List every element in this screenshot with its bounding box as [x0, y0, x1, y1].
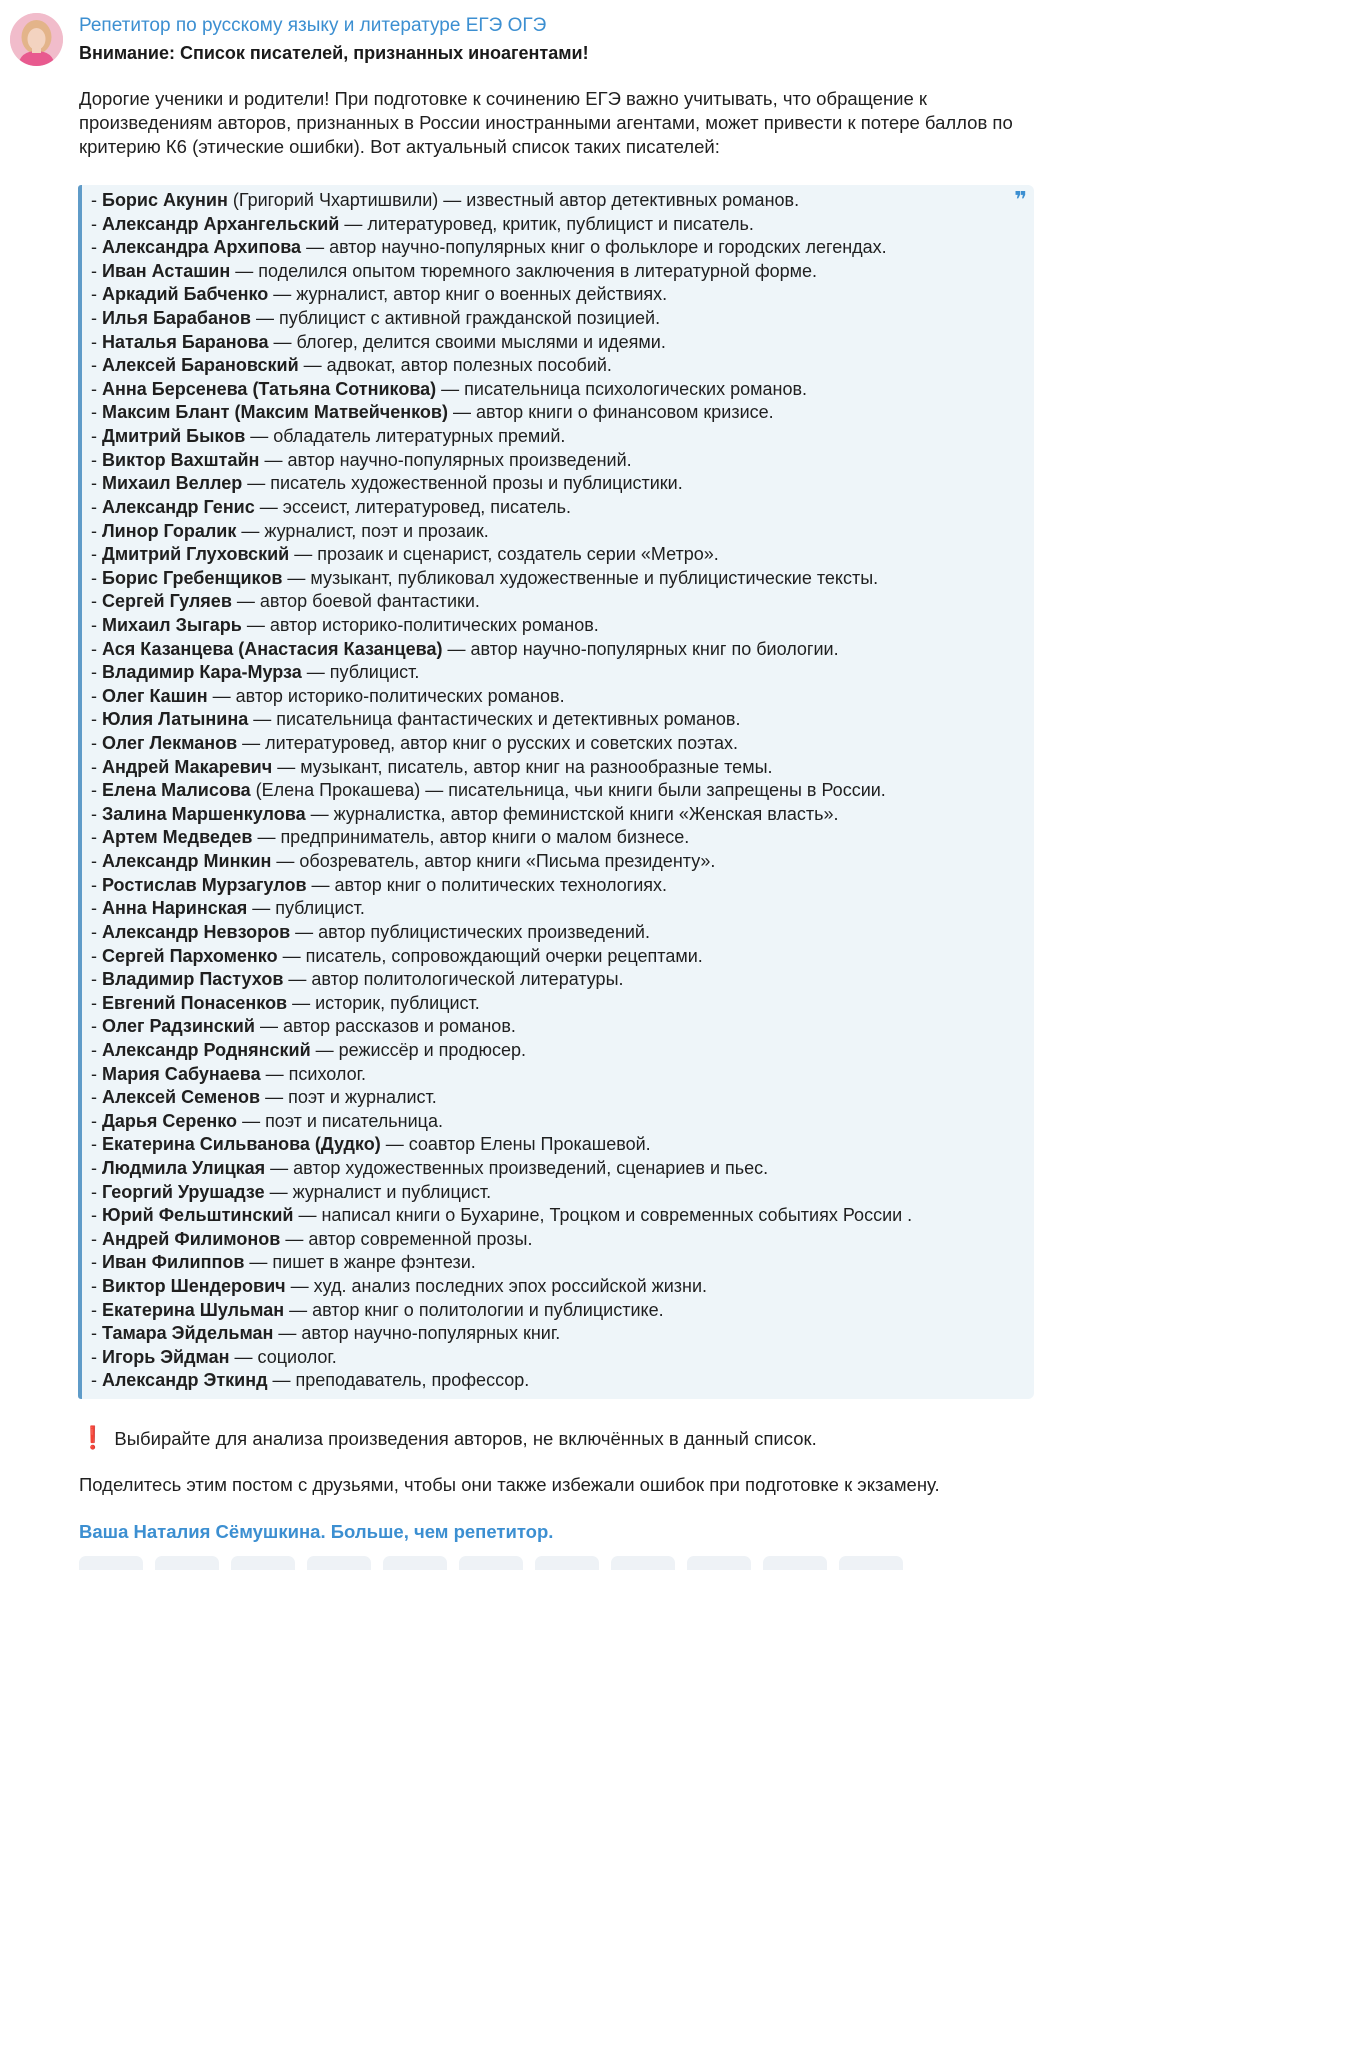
writer-list-item: [91, 685, 1034, 709]
writer-list-item: [91, 874, 1034, 898]
post-headline: Внимание: Список писателей, признанных иноагентами!: [79, 43, 589, 63]
writer-list-item: [91, 921, 1034, 945]
list-bullet: -: [91, 213, 102, 234]
writer-name: Борис Гребенщиков: [102, 567, 283, 588]
writer-list-item: [91, 425, 1034, 449]
writer-description: — автор рассказов и романов.: [254, 1016, 516, 1037]
writer-name: Линор Горалик: [102, 520, 237, 541]
list-bullet: -: [91, 378, 102, 399]
post-intro: Дорогие ученики и родители! При подготовке к сочинению ЕГЭ важно учитывать, что обращение к произведениям авторов, признанных в России иностранными агентами, может привести к потере баллов по критерию К6 (этические ошибки). Вот актуальный список таких писателей:: [79, 88, 1013, 157]
exclamation-icon: ❗: [79, 1425, 107, 1450]
writer-name: Екатерина Шульман: [102, 1299, 285, 1320]
writer-name: Илья Барабанов: [102, 308, 251, 329]
list-bullet: -: [91, 449, 102, 470]
writer-list-item: [91, 567, 1034, 591]
writer-description: — журналист и публицист.: [264, 1181, 492, 1202]
list-bullet: -: [91, 1063, 102, 1084]
writer-name: Елена Малисова: [102, 780, 251, 801]
list-bullet: -: [91, 709, 102, 730]
list-bullet: -: [91, 237, 102, 258]
writer-name: Юлия Латынина: [102, 709, 249, 730]
writer-name: Александр Эткинд: [102, 1370, 268, 1391]
writer-name: Александр Архангельский: [102, 213, 340, 234]
writer-name: Александр Генис: [102, 496, 255, 517]
list-bullet: -: [91, 260, 102, 281]
writer-name: Артем Медведев: [102, 827, 253, 848]
writer-description: — автор научно-популярных книг.: [273, 1323, 561, 1344]
list-bullet: -: [91, 756, 102, 777]
writer-description: — публицист.: [247, 898, 365, 919]
writer-description: — писатель, сопровождающий очерки рецептами.: [277, 945, 703, 966]
writer-list-item: [91, 897, 1034, 921]
writer-description: — публицист.: [301, 662, 420, 683]
list-bullet: -: [91, 1276, 102, 1297]
writer-description: — автор политологической литературы.: [283, 969, 624, 990]
reaction-button[interactable]: [687, 1556, 751, 1570]
writer-description: — психолог.: [260, 1063, 366, 1084]
writer-list-item: [91, 307, 1034, 331]
writer-name: Людмила Улицкая: [102, 1157, 266, 1178]
writer-list-item: [91, 1346, 1034, 1370]
writer-name: Александр Минкин: [102, 851, 272, 872]
writer-name: Борис Акунин: [102, 190, 228, 210]
list-bullet: -: [91, 308, 102, 329]
list-bullet: -: [91, 1370, 102, 1391]
writer-name: Михаил Веллер: [102, 473, 243, 494]
list-bullet: -: [91, 685, 102, 706]
writer-list-item: [91, 992, 1034, 1016]
writer-description: — писатель художественной прозы и публицистики.: [242, 473, 683, 494]
writer-name: Иван Асташин: [102, 260, 231, 281]
writer-name: Алексей Семенов: [102, 1087, 261, 1108]
writer-description: — публицист с активной гражданской позицией.: [250, 308, 661, 329]
quote-icon: ❞: [1014, 187, 1027, 212]
writer-description: — блогер, делится своими мыслями и идеями.: [268, 331, 666, 352]
list-bullet: -: [91, 1181, 102, 1202]
writer-list-item: [91, 496, 1034, 520]
writer-list-item: [91, 826, 1034, 850]
writer-list-item: [91, 732, 1034, 756]
writer-description: (Григорий Чхартишвили) — известный автор детективных романов.: [227, 190, 800, 210]
list-bullet: -: [91, 1228, 102, 1249]
writer-name: Максим Блант (Максим Матвейченков): [102, 402, 448, 423]
writer-name: Владимир Пастухов: [102, 969, 284, 990]
writer-description: — литературовед, автор книг о русских и советских поэтах.: [237, 733, 738, 754]
list-bullet: -: [91, 1087, 102, 1108]
writer-list-item: [91, 850, 1034, 874]
writer-name: Олег Лекманов: [102, 733, 238, 754]
list-bullet: -: [91, 331, 102, 352]
writer-description: — историк, публицист.: [287, 992, 480, 1013]
writer-description: — прозаик и сценарист, создатель серии «Метро».: [289, 544, 719, 565]
writer-list-item: [91, 708, 1034, 732]
writer-name: Аркадий Бабченко: [102, 284, 269, 305]
writer-name: Мария Сабунаева: [102, 1063, 261, 1084]
list-bullet: -: [91, 567, 102, 588]
reaction-button[interactable]: [763, 1556, 827, 1570]
writer-name: Игорь Эйдман: [102, 1346, 230, 1367]
writer-description: — автор научно-популярных книг о фольклоре и городских легендах.: [301, 237, 887, 258]
writer-description: — худ. анализ последних эпох российской жизни.: [285, 1276, 708, 1297]
warning-text: Выбирайте для анализа произведения авторов, не включённых в данный список.: [114, 1428, 817, 1449]
writer-list-item: [91, 614, 1034, 638]
writer-name: Виктор Вахштайн: [102, 449, 260, 470]
writer-name: Олег Радзинский: [102, 1016, 255, 1037]
writer-list-item: [91, 590, 1034, 614]
list-bullet: -: [91, 969, 102, 990]
reactions-bar: [79, 1556, 903, 1570]
writer-name: Юрий Фельштинский: [102, 1205, 294, 1226]
writer-description: — журналист, поэт и прозаик.: [236, 520, 489, 541]
writer-description: — автор историко-политических романов.: [207, 685, 565, 706]
writer-name: Ростислав Мурзагулов: [102, 874, 307, 895]
list-bullet: -: [91, 496, 102, 517]
list-bullet: -: [91, 1134, 102, 1155]
writer-name: Олег Кашин: [102, 685, 208, 706]
writer-name: Иван Филиппов: [102, 1252, 245, 1273]
writer-description: — преподаватель, профессор.: [267, 1370, 530, 1391]
writer-list-item: [91, 1181, 1034, 1205]
list-bullet: -: [91, 1110, 102, 1131]
writer-list-item: [91, 1369, 1034, 1393]
writer-description: — режиссёр и продюсер.: [310, 1039, 527, 1060]
avatar-photo: [10, 13, 63, 66]
list-bullet: -: [91, 1299, 102, 1320]
writer-list-item: [91, 520, 1034, 544]
list-bullet: -: [91, 473, 102, 494]
writer-list-item: [91, 1110, 1034, 1134]
writer-description: — поэт и журналист.: [260, 1087, 437, 1108]
list-bullet: -: [91, 874, 102, 895]
writer-description: — музыкант, публиковал художественные и публицистические тексты.: [282, 567, 879, 588]
writer-list-item: [91, 543, 1034, 567]
writer-description: — автор книг о политических технологиях.: [306, 874, 668, 895]
writer-description: — поделился опытом тюремного заключения в литературной форме.: [230, 260, 818, 281]
list-bullet: -: [91, 1346, 102, 1367]
list-bullet: -: [91, 355, 102, 376]
list-bullet: -: [91, 614, 102, 635]
writer-description: — написал книги о Бухарине, Троцком и современных событиях России .: [293, 1205, 913, 1226]
reaction-button[interactable]: [611, 1556, 675, 1570]
channel-avatar[interactable]: [10, 13, 63, 66]
writer-name: Дарья Серенко: [102, 1110, 238, 1131]
list-bullet: -: [91, 827, 102, 848]
writers-list: [91, 189, 1034, 1393]
list-bullet: -: [91, 426, 102, 447]
writer-list-item: [91, 945, 1034, 969]
writer-description: — социолог.: [229, 1346, 337, 1367]
writer-list-item: [91, 378, 1034, 402]
list-bullet: -: [91, 1323, 102, 1344]
writer-description: — предприниматель, автор книги о малом бизнесе.: [252, 827, 690, 848]
reaction-button[interactable]: [307, 1556, 371, 1570]
list-bullet: -: [91, 780, 102, 801]
list-bullet: -: [91, 1016, 102, 1037]
writer-list-item: [91, 189, 1034, 213]
list-bullet: -: [91, 733, 102, 754]
writer-list-item: [91, 1322, 1034, 1346]
reaction-button[interactable]: [155, 1556, 219, 1570]
writer-list-item: [91, 354, 1034, 378]
writer-list-item: [91, 236, 1034, 260]
writer-list-item: [91, 779, 1034, 803]
share-text: Поделитесь этим постом с друзьями, чтобы они также избежали ошибок при подготовке к экзамену.: [79, 1474, 940, 1495]
writer-list-item: [91, 1015, 1034, 1039]
writer-description: — литературовед, критик, публицист и писатель.: [339, 213, 754, 234]
writer-list-item: [91, 1063, 1034, 1087]
channel-name-link[interactable]: Репетитор по русскому языку и литературе ЕГЭ ОГЭ: [79, 15, 547, 36]
warning-line: [79, 1426, 817, 1451]
writer-name: Александра Архипова: [102, 237, 302, 258]
writer-name: Залина Маршенкулова: [102, 803, 306, 824]
writer-name: Александр Невзоров: [102, 921, 291, 942]
writer-description: — музыкант, писатель, автор книг на разнообразные темы.: [272, 756, 773, 777]
writer-list-item: [91, 260, 1034, 284]
writer-description: — пишет в жанре фэнтези.: [244, 1252, 476, 1273]
writer-name: Сергей Пархоменко: [102, 945, 278, 966]
list-bullet: -: [91, 1039, 102, 1060]
list-bullet: -: [91, 921, 102, 942]
writer-description: (Елена Прокашева) — писательница, чьи книги были запрещены в России.: [250, 780, 886, 801]
writer-name: Александр Роднянский: [102, 1039, 311, 1060]
writer-name: Дмитрий Глуховский: [102, 544, 290, 565]
reaction-button[interactable]: [459, 1556, 523, 1570]
writer-list-item: [91, 1157, 1034, 1181]
reaction-button[interactable]: [535, 1556, 599, 1570]
writer-list-item: [91, 803, 1034, 827]
writer-name: Анна Берсенева (Татьяна Сотникова): [102, 378, 437, 399]
list-bullet: -: [91, 1157, 102, 1178]
list-bullet: -: [91, 544, 102, 565]
list-bullet: -: [91, 1252, 102, 1273]
list-bullet: -: [91, 851, 102, 872]
writer-list-item: [91, 756, 1034, 780]
writer-description: — автор современной прозы.: [280, 1228, 533, 1249]
writer-name: Георгий Урушадзе: [102, 1181, 265, 1202]
writer-list-item: [91, 1039, 1034, 1063]
writer-description: — автор научно-популярных произведений.: [259, 449, 632, 470]
writer-description: — эссеист, литературовед, писатель.: [254, 496, 572, 517]
writer-list-item: [91, 1251, 1034, 1275]
list-bullet: -: [91, 898, 102, 919]
signature-link[interactable]: Ваша Наталия Сёмушкина. Больше, чем репетитор.: [79, 1521, 554, 1542]
writer-name: Андрей Макаревич: [102, 756, 273, 777]
writer-list-item: [91, 1133, 1034, 1157]
writer-description: — журналистка, автор феминистской книги «Женская власть».: [305, 803, 839, 824]
writer-name: Алексей Барановский: [102, 355, 299, 376]
list-bullet: -: [91, 992, 102, 1013]
writer-name: Евгений Понасенков: [102, 992, 288, 1013]
writer-description: — адвокат, автор полезных пособий.: [298, 355, 612, 376]
writer-description: — автор научно-популярных книг по биологии.: [442, 638, 839, 659]
writer-description: — автор публицистических произведений.: [290, 921, 650, 942]
reaction-button[interactable]: [383, 1556, 447, 1570]
list-bullet: -: [91, 662, 102, 683]
writers-list-quote: [78, 185, 1034, 1399]
list-bullet: -: [91, 591, 102, 612]
writer-description: — автор художественных произведений, сценариев и пьес.: [265, 1157, 769, 1178]
writer-description: — обладатель литературных премий.: [245, 426, 566, 447]
writer-list-item: [91, 1086, 1034, 1110]
writer-list-item: [91, 1299, 1034, 1323]
writer-list-item: [91, 1275, 1034, 1299]
writer-list-item: [91, 661, 1034, 685]
list-bullet: -: [91, 638, 102, 659]
writer-list-item: [91, 213, 1034, 237]
writer-description: — соавтор Елены Прокашевой.: [380, 1134, 651, 1155]
writer-description: — обозреватель, автор книги «Письма президенту».: [271, 851, 716, 872]
writer-list-item: [91, 401, 1034, 425]
list-bullet: -: [91, 520, 102, 541]
writer-list-item: [91, 968, 1034, 992]
writer-list-item: [91, 638, 1034, 662]
list-bullet: -: [91, 284, 102, 305]
writer-description: — автор книги о финансовом кризисе.: [447, 402, 774, 423]
list-bullet: -: [91, 190, 102, 210]
writer-name: Сергей Гуляев: [102, 591, 232, 612]
writer-list-item: [91, 449, 1034, 473]
writer-name: Михаил Зыгарь: [102, 614, 242, 635]
writer-name: Екатерина Сильванова (Дудко): [102, 1134, 381, 1155]
writer-name: Владимир Кара-Мурза: [102, 662, 302, 683]
writer-name: Виктор Шендерович: [102, 1276, 286, 1297]
writer-name: Дмитрий Быков: [102, 426, 246, 447]
writer-list-item: [91, 283, 1034, 307]
writer-description: — автор боевой фантастики.: [231, 591, 480, 612]
writer-description: — автор историко-политических романов.: [241, 614, 599, 635]
writer-list-item: [91, 1204, 1034, 1228]
writer-description: — журналист, автор книг о военных действиях.: [268, 284, 668, 305]
writer-name: Наталья Баранова: [102, 331, 269, 352]
writer-description: — писательница фантастических и детективных романов.: [248, 709, 741, 730]
writer-name: Тамара Эйдельман: [102, 1323, 274, 1344]
writer-name: Анна Наринская: [102, 898, 248, 919]
list-bullet: -: [91, 402, 102, 423]
reaction-button[interactable]: [79, 1556, 143, 1570]
reaction-button[interactable]: [231, 1556, 295, 1570]
writer-name: Ася Казанцева (Анастасия Казанцева): [102, 638, 443, 659]
writer-list-item: [91, 1228, 1034, 1252]
list-bullet: -: [91, 803, 102, 824]
writer-list-item: [91, 472, 1034, 496]
writer-description: — поэт и писательница.: [237, 1110, 443, 1131]
list-bullet: -: [91, 945, 102, 966]
writer-description: — автор книг о политологии и публицистике.: [284, 1299, 664, 1320]
reaction-button[interactable]: [839, 1556, 903, 1570]
writer-description: — писательница психологических романов.: [436, 378, 808, 399]
writer-list-item: [91, 331, 1034, 355]
list-bullet: -: [91, 1205, 102, 1226]
writer-name: Андрей Филимонов: [102, 1228, 281, 1249]
